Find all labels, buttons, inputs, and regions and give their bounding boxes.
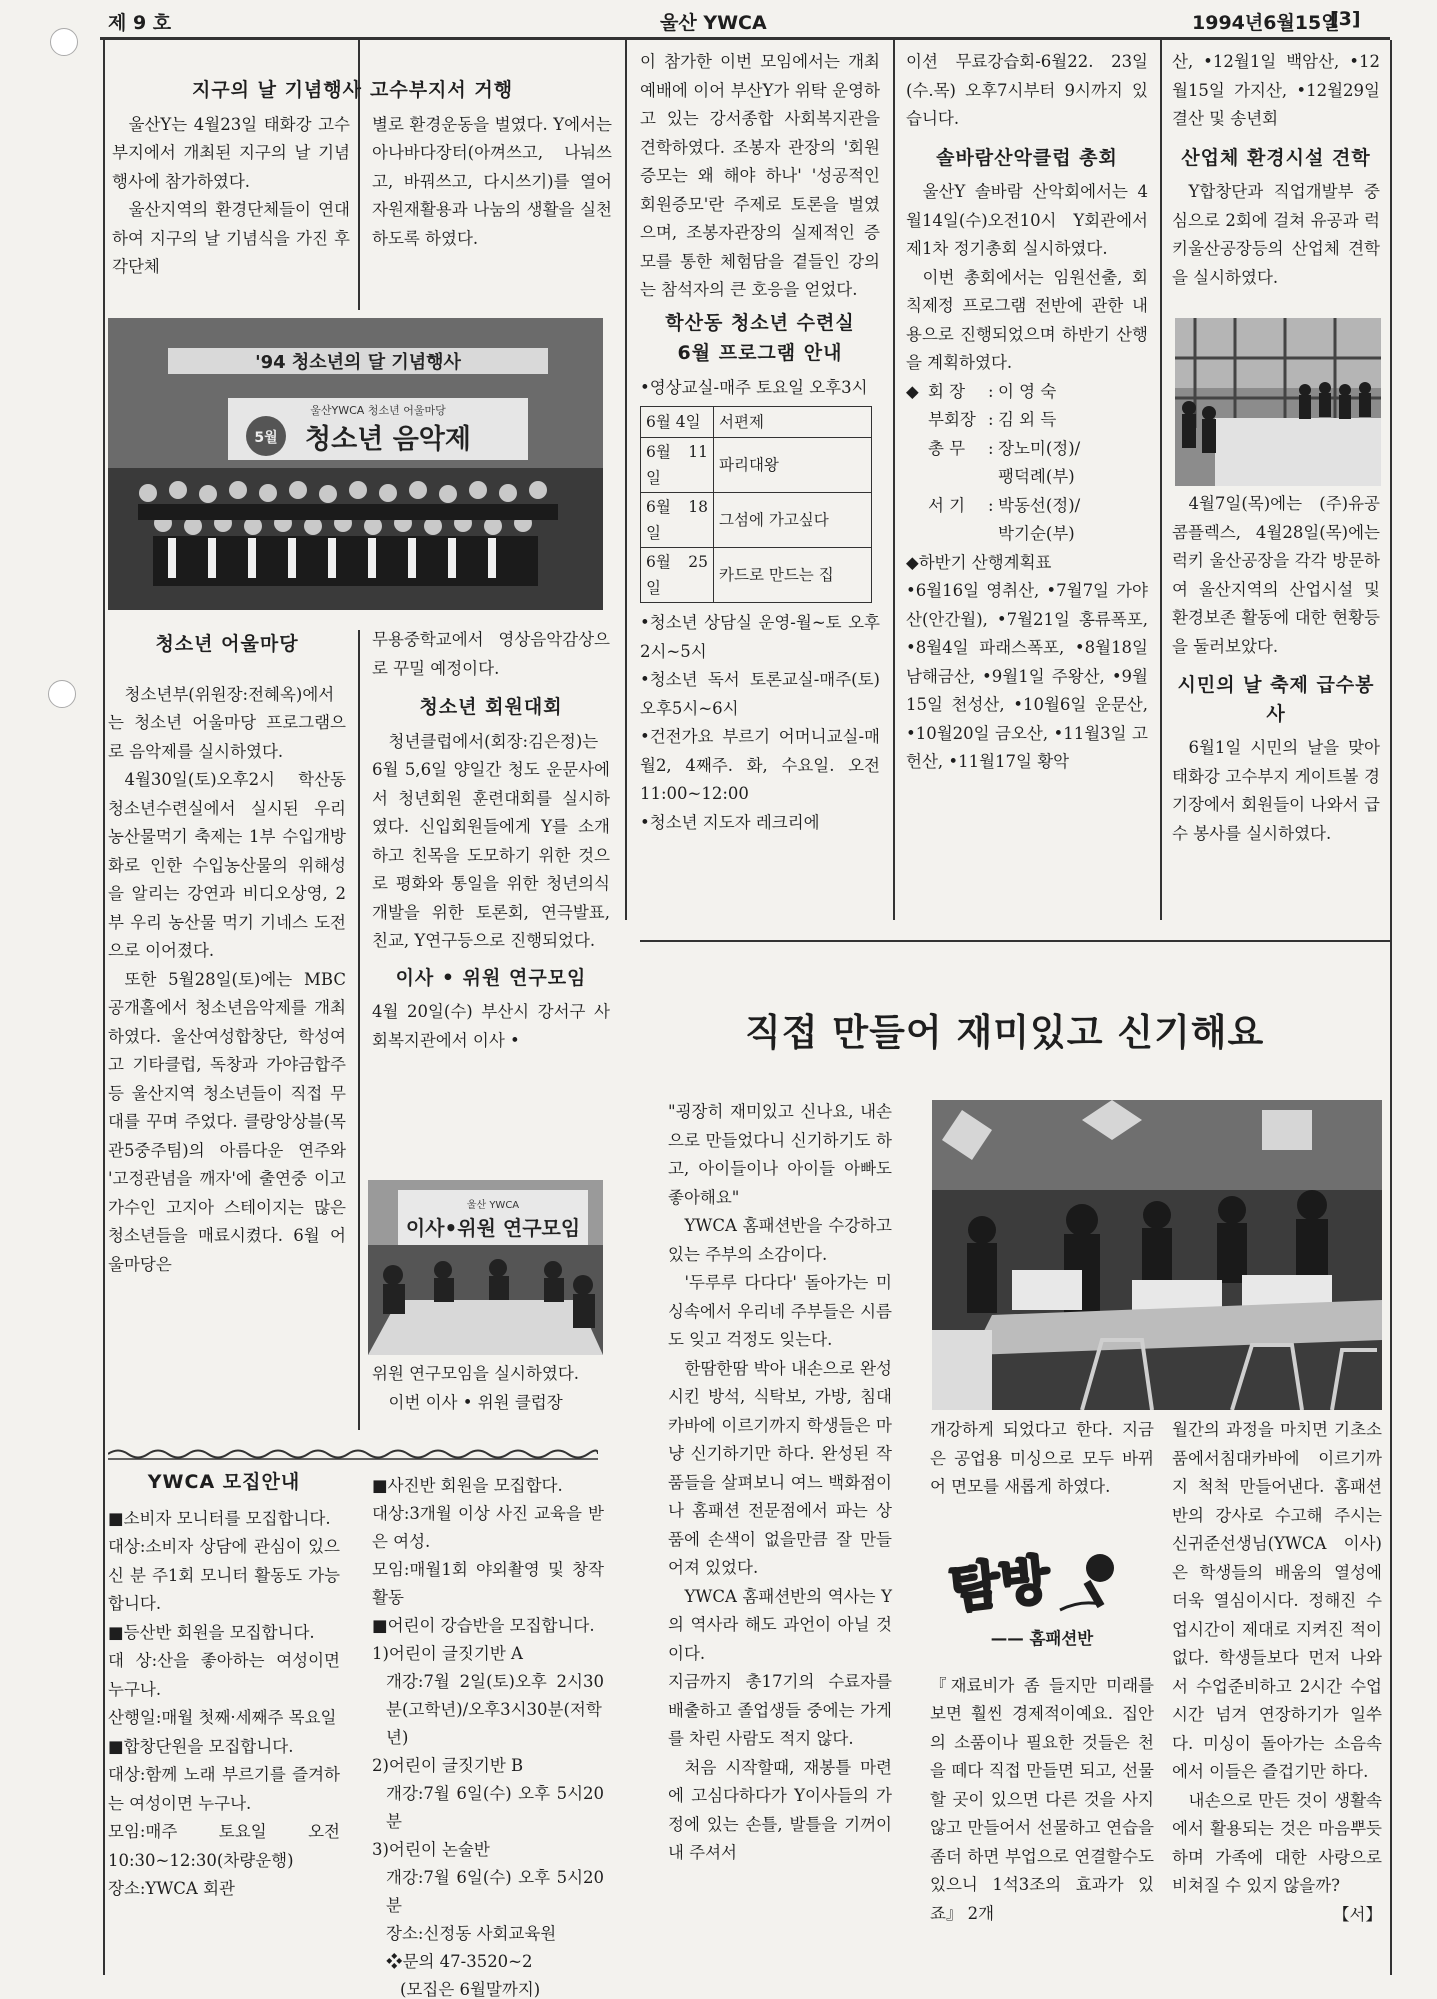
list-item: ❖문의 47-3520~2: [386, 1952, 533, 1971]
list-item: 개강:7월 2일(토)오후 2시30분(고학년)/오후3시30분(저학년): [386, 1672, 604, 1747]
officer-name: 팽덕례(부): [998, 467, 1075, 486]
paragraph: 처음 시작할때, 재봉틀 마련에 고심다하다가 Y이사들의 가정에 있는 손틀, 발틀을 기꺼이 내 주셔서: [668, 1757, 892, 1862]
list-item: 2)어린이 글짓기반 B: [372, 1756, 524, 1775]
photo-sewing-class: [932, 1100, 1382, 1410]
paragraph: 이번 총회에서는 임원선출, 회칙제정 프로그램 전반에 관한 내용으로 진행되었으며 하반기 산행을 계획하였다.: [906, 267, 1148, 372]
headline-youth-members: 청소년 회원대회: [419, 696, 563, 718]
photo-banner-text: '94 청소년의 달 기념행사: [255, 352, 461, 373]
officer-role: 부회장: [928, 410, 976, 429]
paragraph: 이번 이사 • 위원 클럽장: [388, 1392, 563, 1412]
paragraph: ◆하반기 산행계획표: [906, 552, 1052, 572]
list-item: 개강:7월 6일(수) 오후 5시20분: [386, 1868, 604, 1915]
officer-role: 서 기: [928, 495, 966, 515]
table-row: [641, 407, 872, 438]
list-item: •청소년 지도자 레크리에: [640, 812, 820, 832]
table-row: [641, 438, 872, 493]
paragraph: 청소년부(위원장:전혜옥)에서는 청소년 어울마당 프로그램으로 음악제를 실시하였다.: [108, 684, 346, 761]
photo-sign-number: 5월: [254, 430, 278, 446]
paragraph: 산, •12월1일 백암산, •12월15일 가지산, •12월29일 결산 및 송년회: [1172, 52, 1380, 128]
column-1-youth: [108, 626, 346, 1279]
column-3: [640, 48, 880, 837]
list-item: 모임:매주 토요일 오전10:30~12:30(차량운행): [108, 1822, 340, 1870]
list-item: [906, 520, 1148, 549]
tambang-stamp: [940, 1540, 1140, 1620]
schedule-title: 서편제: [714, 407, 872, 438]
list-item: 개강:7월 6일(수) 오후 5시20분: [386, 1784, 604, 1831]
stamp-subtitle: —— 홈패션반: [990, 1629, 1094, 1648]
film-schedule-table: [640, 406, 872, 603]
feature-column-b2: [930, 1625, 1154, 1928]
headline-recruitment: YWCA 모집안내: [147, 1471, 301, 1493]
officers-mark: ◆: [906, 381, 919, 401]
list-item: •청소년 독서 토론교실-매주(토) 오후5시~6시: [640, 670, 880, 718]
paragraph: 위원 연구모임을 실시하였다.: [372, 1364, 580, 1383]
column-2-mid: [372, 626, 610, 1055]
headline-riverside: 고수부지서 거행: [370, 79, 514, 101]
column-5-bottom: [1172, 490, 1380, 848]
headline-youth-gathering: 청소년 어울마당: [155, 633, 299, 655]
paragraph: 지금까지 총17기의 수료자를 배출하고 졸업생들 중에는 가게를 차린 사람도 적지 않다.: [668, 1672, 892, 1748]
list-item: 부회장 : 김 외 득: [906, 406, 1148, 435]
officer-list: [906, 378, 1148, 549]
microphone-icon: [1060, 1554, 1114, 1610]
photo-sign-small: 울산 YWCA: [466, 1200, 520, 1211]
officer-name: 이 영 숙: [998, 381, 1057, 401]
list-item: 모임:매월1회 야외촬영 및 창작활동: [372, 1560, 604, 1607]
column-2-bottom: [372, 1360, 610, 1417]
list-item: 서 기 : 박동선(정)/: [906, 492, 1148, 521]
list-item: 대 상:산을 좋아하는 여성이면 누구나.: [108, 1651, 340, 1699]
paragraph: 개강하게 되었다고 한다. 지금은 공업용 미싱으로 모두 바뀌어 면모를 새롭게 하였다.: [930, 1420, 1154, 1496]
section-rule: [640, 940, 1390, 942]
feature-column-b: [930, 1416, 1154, 1502]
list-item: 산행일:매월 첫째·세째주 목요일: [108, 1708, 337, 1727]
list-item: ■어린이 강습반을 모집합니다.: [372, 1616, 595, 1635]
list-item: ◆ 회 장 : 이 영 숙: [906, 378, 1148, 407]
paragraph: •영상교실-매주 토요일 오후3시: [640, 377, 868, 397]
list-item: 1)어린이 글짓기반 A: [372, 1644, 523, 1663]
list-item: 장소:YWCA 회관: [108, 1879, 235, 1898]
byline: 【서】: [1333, 1904, 1382, 1924]
issue-number: 제 9 호: [108, 12, 172, 34]
headline-hiking-club: 솔바람산악클럽 총회: [936, 146, 1118, 169]
paragraph: 이션 무료강습회-6월22. 23일(수.목) 오후7시부터 9시까지 있습니다.: [906, 52, 1148, 128]
paragraph: 또한 5월28일(토)에는 MBC공개홀에서 청소년음악제를 개최하였다. 울산여성합창단, 학성여고 기타클럽, 독창과 가야금합주등 울산지역 청소년들이 직접 무대를 꾸며 주었다. 클랑앙상블(목관5중주팀)의 아름다운 연주와 '고정관념을 깨자'에 출연중 이고 가수인 고지아 스테이지는 많은 청소년들을 매료시켰다. 6월 어울마당은: [108, 969, 346, 1274]
officer-name: 박기순(부): [998, 524, 1075, 543]
schedule-title: 그섬에 가고싶다: [714, 493, 872, 548]
paragraph: 월간의 과정을 마치면 기초소품에서침대카바에 이르기까지 척척 만들어낸다. 홈패션반의 강사로 수고해 주시는 신귀준선생님(YWCA 이사)은 학생들의 배움의 열성에 더욱 열심이시다. 정해진 수업시간이 제대로 지켜진 적이 없다. 학생들보다 먼저 나와서 수업준비하고 2시간 수업시간 넘겨 연장하기가 일쑤다. 미싱이 돌아가는 소음속에서 이들은 즐겁기만 하다.: [1172, 1420, 1382, 1781]
quote-paragraph: 『재료비가 좀 들지만 미래를 보면 훨씬 경제적이예요. 집안의 소품이나 필요한 것들은 천을 떼다 직접 만들면 되고, 선물할 곳이 있으면 다른 것을 사지않고 만들어서 선물하고 연습을 좀더 하면 부업으로 연결할수도 있으니 1석3조의 효과가 있죠』 2개: [930, 1675, 1154, 1923]
page-header: [0, 0, 1437, 40]
column-rule: [103, 40, 105, 1975]
paragraph: 별로 환경운동을 벌였다. Y에서는 아나바다장터(아껴쓰고, 나눠쓰고, 바꿔쓰고, 다시쓰기)를 열어 자원재활용과 나눔의 생활을 실천하도록 하였다.: [372, 114, 612, 248]
recruitment-right: [372, 1472, 604, 1999]
list-item: (모집은 6월말까지): [400, 1980, 541, 1999]
stamp-text: 탐방: [946, 1549, 1053, 1620]
column-2-top: [372, 72, 612, 253]
paragraph: YWCA 홈패션반의 역사는 Y의 역사라 해도 과언이 아닐 것이다.: [668, 1586, 892, 1663]
paragraph: 울산Y 솔바람 산악회에서는 4월14일(수)오전10시 Y회관에서 제1차 정기총회 실시하였다.: [906, 182, 1148, 258]
column-rule: [358, 630, 360, 1430]
photo-sign-text: 이사•위원 연구모임: [405, 1216, 581, 1240]
photo-board-meeting: [368, 1180, 603, 1355]
officer-name: 박동선(정)/: [998, 495, 1081, 515]
list-item: ■등산반 회원을 모집합니다.: [108, 1622, 315, 1642]
schedule-date: 6월 25일: [641, 548, 714, 603]
schedule-date: 6월 11일: [641, 438, 714, 493]
paragraph: 내손으로 만든 것이 생활속에서 활용되는 것은 마음뿌듯하며 가족에 대한 사랑으로 비쳐질 수 있지 않을까?: [1172, 1790, 1382, 1895]
paragraph: "굉장히 재미있고 신나요, 내손으로 만들었다니 신기하기도 하고, 아이들이나 아이들 아빠도 좋아해요": [668, 1102, 892, 1207]
list-item: •건전가요 부르기 어머니교실-매월2, 4째주. 화, 수요일. 오전11:00~12:00: [640, 727, 880, 803]
officer-role: 회 장: [928, 381, 966, 401]
feature-title: 직접 만들어 재미있고 신기해요: [745, 1011, 1265, 1054]
feature-column-c: [1172, 1416, 1382, 1929]
list-item: •청소년 상담실 운영-월~토 오후2시~5시: [640, 613, 880, 661]
schedule-title: 파리대왕: [714, 438, 872, 493]
paragraph: 6월1일 시민의 날을 맞아 태화강 고수부지 게이트볼 경기장에서 회원들이 나와서 급수 봉사를 실시하였다.: [1172, 738, 1380, 843]
column-rule: [625, 40, 627, 920]
officer-name: 장노미(정)/: [998, 438, 1081, 458]
column-5: [1172, 48, 1380, 292]
headline-june-program: 6월 프로그램 안내: [677, 342, 843, 364]
paragraph: '두루루 다다다' 돌아가는 미싱속에서 우리네 주부들은 시름도 잊고 걱정도 잊는다.: [668, 1273, 892, 1349]
column-rule: [893, 40, 895, 920]
officer-name: 김 외 득: [998, 410, 1057, 429]
column-rule: [1160, 40, 1162, 920]
column-1-top: [112, 72, 362, 282]
officer-role: 총 무: [928, 438, 966, 458]
column-4: [906, 48, 1148, 777]
schedule-date: 6월 18일: [641, 493, 714, 548]
list-item: 3)어린이 논술반: [372, 1840, 490, 1859]
headline-earth-day: 지구의 날 기념행사: [191, 79, 362, 101]
headline-industry-tour: 산업체 환경시설 견학: [1181, 146, 1371, 169]
list-item: 대상:3개월 이상 사진 교육을 받은 여성.: [372, 1504, 604, 1551]
paragraph: 이 참가한 이번 모임에서는 개최예배에 이어 부산Y가 위탁 운영하고 있는 강서종합 사회복지관을 견학하였다. 조봉자 관장의 '회원증모는 왜 해야 하나' '성공적인 회원증모'란 주제로 토론을 벌였으며, 조봉자관장의 실제적인 증모를 통한 체험담을 곁들인 강의는 참석자의 큰 호응을 얻었다.: [640, 52, 880, 299]
paragraph: 4월30일(토)오후2시 학산동 청소년수련실에서 실시된 우리 농산물먹기 축제는 1부 수입개방화로 인한 수입농산물의 위해성을 알리는 강연과 비디오상영, 2부 우리 농산물 먹기 기네스 도전으로 이어졌다.: [108, 770, 346, 960]
photo-sign-text: 청소년 음악제: [305, 424, 471, 455]
paragraph: 4월 20일(수) 부산시 강서구 사회복지관에서 이사 •: [372, 1002, 610, 1050]
table-row: [641, 548, 872, 603]
photo-youth-music-festival: [108, 318, 603, 610]
page-number: [3]: [1330, 8, 1361, 30]
publication-name: 울산 YWCA: [660, 12, 767, 34]
issue-date: 1994년6월15일: [1192, 12, 1340, 34]
paragraph: 4월7일(목)에는 (주)유공 콤플렉스, 4월28일(목)에는 럭키 울산공장을 각각 방문하여 울산지역의 산업시설 및 환경보존 활동에 대한 현황등을 둘러보았다.: [1172, 494, 1380, 656]
decorative-rule: [108, 1447, 598, 1461]
paragraph: 울산Y는 4월23일 태화강 고수부지에서 개최된 지구의 날 기념행사에 참가하였다.: [112, 114, 350, 191]
paragraph: 한땀한땀 박아 내손으로 완성시킨 방석, 식탁보, 가방, 침대카바에 이르기까지 학생들은 마냥 신기하기만 하다. 완성된 작품들을 살펴보니 여느 백화점이나 홈패션 전문점에서 파는 상품에 손색이 없을만큼 잘 만들어져 있었다.: [668, 1358, 892, 1577]
paragraph: •6월16일 영취산, •7월7일 가야산(안간월), •7월21일 홍류폭포, •8월4일 파래스폭포, •8월18일 남해금산, •9월1일 주왕산, •9월15일 천성산, •10월6일 운문산, •10월20일 금오산, •11월3일 고헌산, •11월17일 황악: [906, 581, 1148, 771]
column-rule: [1390, 40, 1392, 1975]
photo-industrial-tour: [1175, 318, 1381, 486]
list-item: ■사진반 회원을 모집합다.: [372, 1476, 563, 1495]
list-item: ■합창단원을 모집합니다.: [108, 1736, 294, 1756]
header-rule: [100, 37, 1390, 40]
photo-sign-small: 울산YWCA 청소년 어울마당: [310, 404, 446, 417]
list-item: 대상:소비자 상담에 관심이 있으신 분 주1회 모니터 활동도 가능합니다.: [108, 1537, 340, 1613]
punch-hole: [48, 680, 76, 708]
list-item: 장소:신정동 사회교육원: [386, 1924, 557, 1943]
list-item: ■소비자 모니터를 모집합니다.: [108, 1508, 331, 1528]
headline-citizens-day: 시민의 날 축제 급수봉사: [1177, 674, 1375, 725]
paragraph: 울산지역의 환경단체들이 연대하여 지구의 날 기념식을 가진 후 각단체: [112, 200, 350, 276]
paragraph: Y합창단과 직업개발부 중심으로 2회에 걸쳐 유공과 럭키울산공장등의 산업체 견학을 실시하였다.: [1172, 182, 1380, 287]
paragraph: 무용중학교에서 영상음악감상으로 꾸밀 예정이다.: [372, 630, 610, 678]
headline-youth-center: 학산동 청소년 수련실: [665, 311, 855, 334]
headline-board-meeting: 이사 • 위원 연구모임: [395, 966, 587, 989]
schedule-date: 6월 4일: [641, 407, 714, 438]
paragraph: 청년클럽에서(회장:김은정)는 6월 5,6일 양일간 청도 운문사에서 청년회원 훈련대회를 실시하였다. 신입회원들에게 Y를 소개하고 친목을 도모하기 위한 것으로 평화와 통일을 위한 청년의식 개발을 위한 토론회, 연극발표, 친교, Y연구등으로 진행되었다.: [372, 731, 610, 950]
feature-column-a: [668, 1098, 892, 1868]
recruitment-left: [108, 1468, 340, 1904]
paragraph: YWCA 홈패션반을 수강하고 있는 주부의 소감이다.: [668, 1216, 892, 1264]
list-item: [906, 463, 1148, 492]
table-row: [641, 493, 872, 548]
list-item: 대상:함께 노래 부르기를 즐겨하는 여성이면 누구나.: [108, 1765, 340, 1813]
list-item: 총 무 : 장노미(정)/: [906, 435, 1148, 464]
schedule-title: 카드로 만드는 집: [714, 548, 872, 603]
